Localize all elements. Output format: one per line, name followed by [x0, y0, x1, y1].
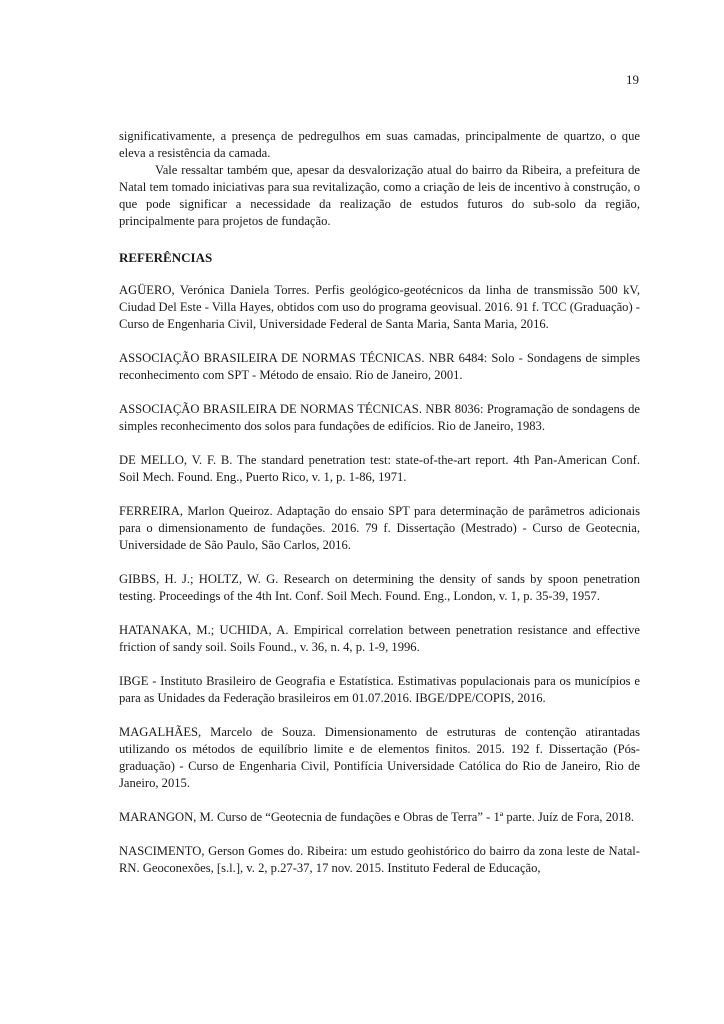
reference-entry: NASCIMENTO, Gerson Gomes do. Ribeira: um estudo geohistórico do bairro da zona leste de Natal-RN. Geoconexões, [s.l.], v. 2, p.27-37, 17 nov. 2015. Instituto Federal de Educação, — [119, 844, 640, 875]
page-number: 19 — [626, 72, 639, 87]
reference-entry: ASSOCIAÇÃO BRASILEIRA DE NORMAS TÉCNICAS. NBR 8036: Programação de sondagens de simples reconhecimento dos solos para fundações de edifícios. Rio de Janeiro, 1983. — [119, 402, 640, 433]
body-paragraph: Vale ressaltar também que, apesar da desvalorização atual do bairro da Ribeira, a prefeitura de Natal tem tomado iniciativas para sua revitalização, como a criação de leis de incentivo à construção, o que pode significar a necessidade da realização de estudos futuros do sub-solo da região, principalmente para projetos de fundação. — [119, 163, 640, 228]
references-heading: REFERÊNCIAS — [119, 250, 213, 265]
body-paragraph: significativamente, a presença de pedregulhos em suas camadas, principalmente de quartzo, o que eleva a resistência da camada. — [119, 129, 640, 160]
reference-entry: FERREIRA, Marlon Queiroz. Adaptação do ensaio SPT para determinação de parâmetros adicionais para o dimensionamento de fundações. 2016. 79 f. Dissertação (Mestrado) - Curso de Geotecnia, Universidade de São Paulo, São Carlos, 2016. — [119, 504, 640, 552]
references-list — [119, 282, 640, 877]
reference-entry: MAGALHÃES, Marcelo de Souza. Dimensionamento de estruturas de contenção atirantadas utilizando os métodos de equilíbrio limite e de elementos finitos. 2015. 192 f. Dissertação (Pós-graduação) - Curso de Engenharia Civil, Pontifícia Universidade Católica do Rio de Janeiro, Rio de Janeiro, 2015. — [119, 725, 640, 790]
page-content — [119, 128, 640, 877]
reference-entry: AGÜERO, Verónica Daniela Torres. Perfis geológico-geotécnicos da linha de transmissão 500 kV, Ciudad Del Este - Villa Hayes, obtidos com uso do programa geovisual. 2016. 91 f. TCC (Graduação) - Curso de Engenharia Civil, Universidade Federal de Santa Maria, Santa Maria, 2016. — [119, 283, 640, 331]
reference-entry: GIBBS, H. J.; HOLTZ, W. G. Research on determining the density of sands by spoon penetration testing. Proceedings of the 4th Int. Conf. Soil Mech. Found. Eng., London, v. 1, p. 35-39, 1957. — [119, 572, 640, 603]
reference-entry: HATANAKA, M.; UCHIDA, A. Empirical correlation between penetration resistance and effective friction of sandy soil. Soils Found., v. 36, n. 4, p. 1-9, 1996. — [119, 623, 640, 654]
reference-entry: MARANGON, M. Curso de “Geotecnia de fundações e Obras de Terra” - 1ª parte. Juíz de Fora, 2018. — [119, 810, 635, 824]
reference-entry: DE MELLO, V. F. B. The standard penetration test: state-of-the-art report. 4th Pan-American Conf. Soil Mech. Found. Eng., Puerto Rico, v. 1, p. 1-86, 1971. — [119, 453, 640, 484]
reference-entry: IBGE - Instituto Brasileiro de Geografia e Estatística. Estimativas populacionais para os municípios e para as Unidades da Federação brasileiros em 01.07.2016. IBGE/DPE/COPIS, 2016. — [119, 674, 640, 705]
reference-entry: ASSOCIAÇÃO BRASILEIRA DE NORMAS TÉCNICAS. NBR 6484: Solo - Sondagens de simples reconhecimento com SPT - Método de ensaio. Rio de Janeiro, 2001. — [119, 351, 640, 382]
